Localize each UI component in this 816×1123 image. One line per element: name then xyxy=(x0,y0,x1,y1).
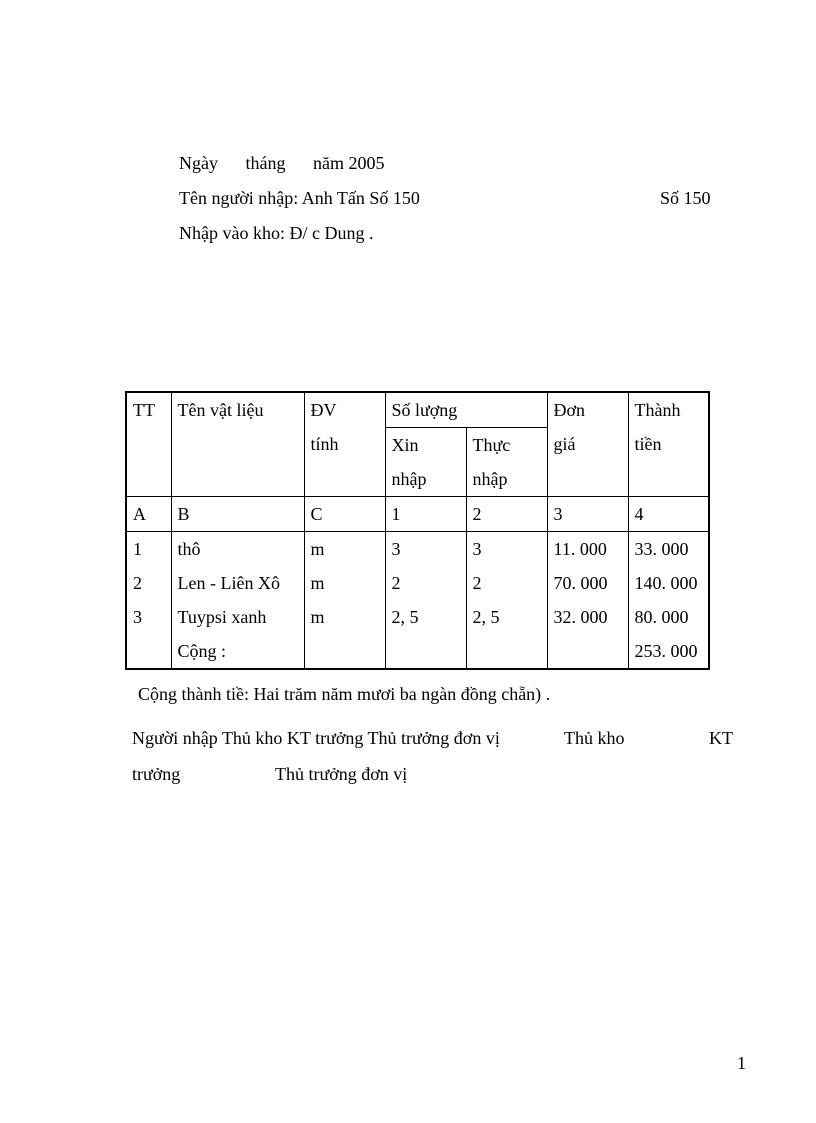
price-column: 11. 000 70. 000 32. 000 xyxy=(547,532,628,670)
header-unit: ĐV tính xyxy=(304,392,385,497)
importer-line: Tên người nhập: Anh Tấn Số 150 xyxy=(179,188,420,208)
unit-column: m m m xyxy=(304,532,385,670)
date-year: năm 2005 xyxy=(313,153,385,173)
code-cell: B xyxy=(171,497,304,532)
column-code-row xyxy=(126,497,709,532)
requested-column: 3 2 2, 5 xyxy=(385,532,466,670)
code-cell: C xyxy=(304,497,385,532)
header-qty-actual: Thực nhập xyxy=(466,428,547,497)
signature-head-of-unit: Thủ trưởng đơn vị xyxy=(275,764,408,784)
signature-storekeeper: Thủ kho xyxy=(564,728,625,748)
document-number: Số 150 xyxy=(660,188,711,208)
header-quantity: Số lượng xyxy=(385,392,547,428)
total-in-words: Cộng thành tiề: Hai trăm năm mươi ba ngàn đồng chẵn) . xyxy=(138,684,551,704)
code-cell: 1 xyxy=(385,497,466,532)
code-cell: A xyxy=(126,497,171,532)
signature-chief-accountant: KT xyxy=(709,728,733,748)
warehouse-line: Nhập vào kho: Đ/ c Dung . xyxy=(179,223,374,243)
header-unit-price: Đơn giá xyxy=(547,392,628,497)
date-day: Ngày xyxy=(179,153,218,173)
header-name: Tên vật liệu xyxy=(171,392,304,497)
name-column: thô Len - Liên Xô Tuypsi xanh Cộng : xyxy=(171,532,304,670)
amount-column: 33. 000 140. 000 80. 000 253. 000 xyxy=(628,532,709,670)
signature-chief-accountant-cont: trưởng xyxy=(132,764,181,784)
date-line xyxy=(179,152,385,174)
header-tt: TT xyxy=(126,392,171,497)
signature-line-2 xyxy=(132,763,408,785)
total-label: Cộng : xyxy=(177,641,227,661)
page-number: 1 xyxy=(737,1053,746,1073)
code-cell: 2 xyxy=(466,497,547,532)
code-cell: 4 xyxy=(628,497,709,532)
signature-line xyxy=(132,727,732,749)
materials-table xyxy=(125,391,710,670)
tt-column: 1 2 3 xyxy=(126,532,171,670)
code-cell: 3 xyxy=(547,497,628,532)
actual-column: 3 2 2, 5 xyxy=(466,532,547,670)
table-body xyxy=(126,532,709,670)
header-amount: Thành tiền xyxy=(628,392,709,497)
total-amount: 253. 000 xyxy=(634,641,698,661)
signature-roles: Người nhập Thủ kho KT trưởng Thủ trưởng đơn vị xyxy=(132,728,500,748)
date-month: tháng xyxy=(245,153,286,173)
header-qty-requested: Xin nhập xyxy=(385,428,466,497)
